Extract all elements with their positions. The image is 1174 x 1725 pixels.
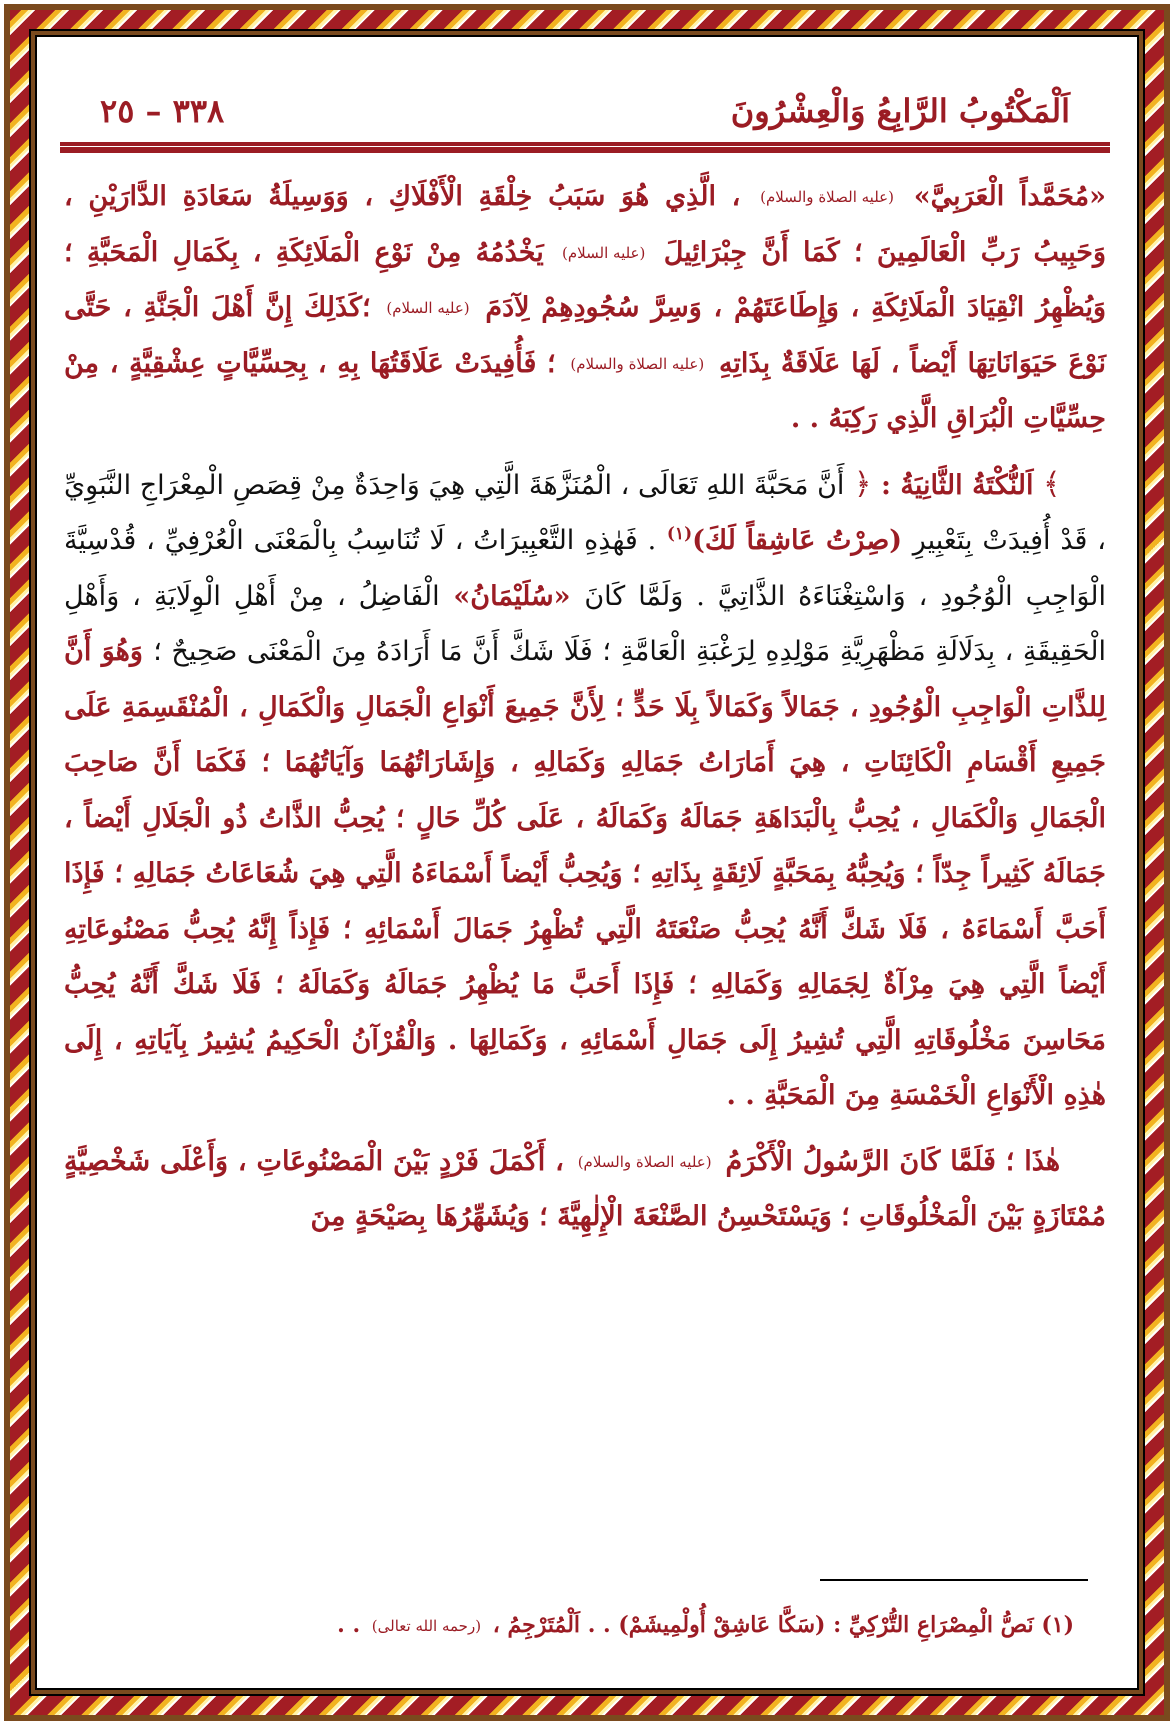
text-span: ، الَّذِي هُوَ سَبَبُ خِلْقَةِ الْأَفْلَاكِ ، وَوَسِيلَةُ سَعَادَةِ الدَّارَيْنِ ، وَحَبِيبُ رَبِّ الْعَالَمِينَ ؛ كَمَا أَنَّ جِبْرَائِيلَ: [64, 181, 1107, 268]
ornament-bracket-open-icon: ﴾: [1042, 466, 1061, 502]
paragraph-1: [64, 169, 1106, 447]
alayhi-salam-honorific-icon: (عليه السلام): [386, 299, 470, 317]
chapter-title: اَلْمَكْتُوبُ الرَّابِعُ وَالْعِشْرُونَ: [730, 92, 1070, 130]
text-span: ؛كَذَلِكَ إِنَّ أَهْلَ الْجَنَّةِ ، حَتَّى نَوْعَ حَيَوَانَاتِهَا أَيْضاً ، لَهَا عَلَاقَةٌ بِذَاتِهِ: [64, 292, 1106, 379]
footnote-text: . .: [337, 1612, 361, 1638]
highlighted-name: «سُلَيْمَانُ»: [453, 580, 571, 612]
text-span: وَهُوَ أَنَّ لِلذَّاتِ الْوَاجِبِ الْوُجُودِ ، جَمَالاً وَكَمَالاً بِلَا حَدٍّ ؛ لِأَنَّ جَمِيعَ أَنْوَاعِ الْجَمَالِ وَالْكَمَالِ ، الْمُنْقَسِمَةِ عَلَى جَمِيعِ أَقْسَامِ الْكَائِنَاتِ ، هِيَ أَمَارَاتُ جَمَالِهِ وَكَمَالِهِ ، وَإِشَارَاتُهُمَا وَآيَاتُهُمَا ؛ فَكَمَا أَنَّ صَاحِبَ الْجَمَالِ وَالْكَمَالِ ، يُحِبُّ بِالْبَدَاهَةِ جَمَالَهُ وَكَمَالَهُ ، عَلَى كُلِّ حَالٍ ؛ يُحِبُّ الذَّاتُ ذُو الْجَلَالِ أَيْضاً ، جَمَالَهُ كَثِيراً جِدّاً ؛ وَيُحِبُّهُ بِمَحَبَّةٍ لَائِقَةٍ بِذَاتِهِ ؛ وَيُحِبُّ أَيْضاً أَسْمَاءَهُ الَّتِي هِيَ شُعَاعَاتُ جَمَالِهِ ؛ فَإِذَا أَحَبَّ أَسْمَاءَهُ ، فَلَا شَكَّ أَنَّهُ يُحِبُّ صَنْعَتَهُ الَّتِي تُظْهِرُ جَمَالَ أَسْمَائِهِ ؛ فَإِذاً إِنَّهُ يُحِبُّ مَصْنُوعَاتِهِ أَيْضاً الَّتِي هِيَ مِرْآةٌ لِجَمَالِهِ وَكَمَالِهِ ؛ فَإِذَا أَحَبَّ مَا يُظْهِرُ جَمَالَهُ وَكَمَالَهُ ؛ فَلَا شَكَّ أَنَّهُ يُحِبُّ مَحَاسِنَ مَخْلُوقَاتِهِ الَّتِي تُشِيرُ إِلَى جَمَالِ أَسْمَائِهِ ، وَكَمَالِهَا . وَالْقُرْآنُ الْحَكِيمُ يُشِيرُ بِآيَاتِهِ ، إِلَى هٰذِهِ الْأَنْوَاعِ الْخَمْسَةِ مِنَ الْمَحَبَّةِ . .: [64, 636, 1106, 1111]
alayhi-salam-honorific-icon: (عليه السلام): [562, 243, 646, 262]
rahimahullah-honorific-icon: (رحمه الله تعالى): [371, 1616, 482, 1635]
text-span: «مُحَمَّداً الْعَرَبِيَّ»: [913, 181, 1106, 212]
body-text: [60, 169, 1110, 1245]
running-header: [60, 80, 1110, 142]
salawat-honorific-icon: (عليه الصلاة والسلام): [760, 188, 894, 206]
text-span: هٰذَا ؛ فَلَمَّا كَانَ الرَّسُولُ الْأَكْرَمُ: [725, 1145, 1061, 1177]
footnote-separator: [820, 1579, 1088, 1581]
footnote-reference[interactable]: (١): [666, 524, 693, 544]
footnote-text: (١) نَصُّ الْمِصْرَاعِ التُّرْكِيِّ : (سَكَّا عَاشِقْ أُولْمِيشَمْ) . . اَلْمُتَرْجِمُ ،: [492, 1612, 1074, 1638]
text-span: . فَهٰذِهِ التَّعْبِيرَاتُ ، لَا تُنَاسِبُ بِالْمَعْنَى الْعُرْفِيِّ ، قُدْسِيَّةَ الْوَاجِبِ الْوُجُودِ ، وَاسْتِغْنَاءَهُ الذَّاتِيَّ . وَلَمَّا كَانَ: [64, 525, 1107, 612]
page: [60, 80, 1110, 1245]
footnote: [337, 1612, 1074, 1638]
text-span: أَنَّ مَحَبَّةَ اللهِ تَعَالَى ، الْمُنَزَّهَةَ الَّتِي هِيَ وَاحِدَةٌ مِنْ قِصَصِ الْمِعْرَاجِ النَّبَوِيِّ ، قَدْ أُفِيدَتْ بِتَعْبِيرِ: [64, 469, 1106, 556]
paragraph-3: [64, 1134, 1106, 1245]
quoted-phrase: (صِرْتُ عَاشِقاً لَكَ): [692, 525, 903, 556]
page-number: ٣٣٨ – ٢٥: [100, 92, 225, 130]
ornament-bracket-close-icon: ﴿: [853, 466, 872, 502]
text-span: يَخْدُمُهُ مِنْ نَوْعِ الْمَلَائِكَةِ ، بِكَمَالِ الْمَحَبَّةِ ؛ وَيُظْهِرُ انْقِيَادَ الْمَلَائِكَةِ ، وَإِطَاعَتَهُمْ ، وَسِرَّ سُجُودِهِمْ لِآدَمَ: [64, 236, 1106, 323]
salawat-honorific-icon: (عليه الصلاة والسلام): [577, 1152, 712, 1171]
header-rule: [60, 142, 1110, 153]
text-span: ، أَكْمَلَ فَرْدٍ بَيْنَ الْمَصْنُوعَاتِ ، وَأَعْلَى شَخْصِيَّةٍ مُمْتَازَةٍ بَيْنَ الْمَخْلُوقَاتِ ؛ وَيَسْتَحْسِنُ الصَّنْعَةَ الْإِلٰهِيَّةَ ؛ وَيُشَهِّرُهَا بِصَيْحَةٍ مِنَ: [64, 1145, 1106, 1232]
text-span: ؛ فَأُفِيدَتْ عَلَاقَتُهَا بِهِ ، بِحِسِّيَّاتٍ عِشْقِيَّةٍ ، مِنْ حِسِّيَّاتِ الْبُرَاقِ الَّذِي رَكِبَهُ . .: [64, 347, 1106, 434]
paragraph-2: [64, 457, 1106, 1124]
text-span: الْفَاضِلُ ، مِنْ أَهْلِ الْوِلَايَةِ ، وَأَهْلِ الْحَقِيقَةِ ، بِدَلَالَةِ مَظْهَرِيَّةِ مَوْلِدِهِ لِرَغْبَةِ الْعَامَّةِ ؛ فَلَا شَكَّ أَنَّ مَا أَرَادَهُ مِنَ الْمَعْنَى صَحِيحٌ ؛: [64, 580, 1106, 667]
section-heading: اَلنُّكْتَةُ الثَّانِيَةُ :: [880, 469, 1034, 501]
salawat-honorific-icon: (عليه الصلاة والسلام): [570, 354, 705, 373]
